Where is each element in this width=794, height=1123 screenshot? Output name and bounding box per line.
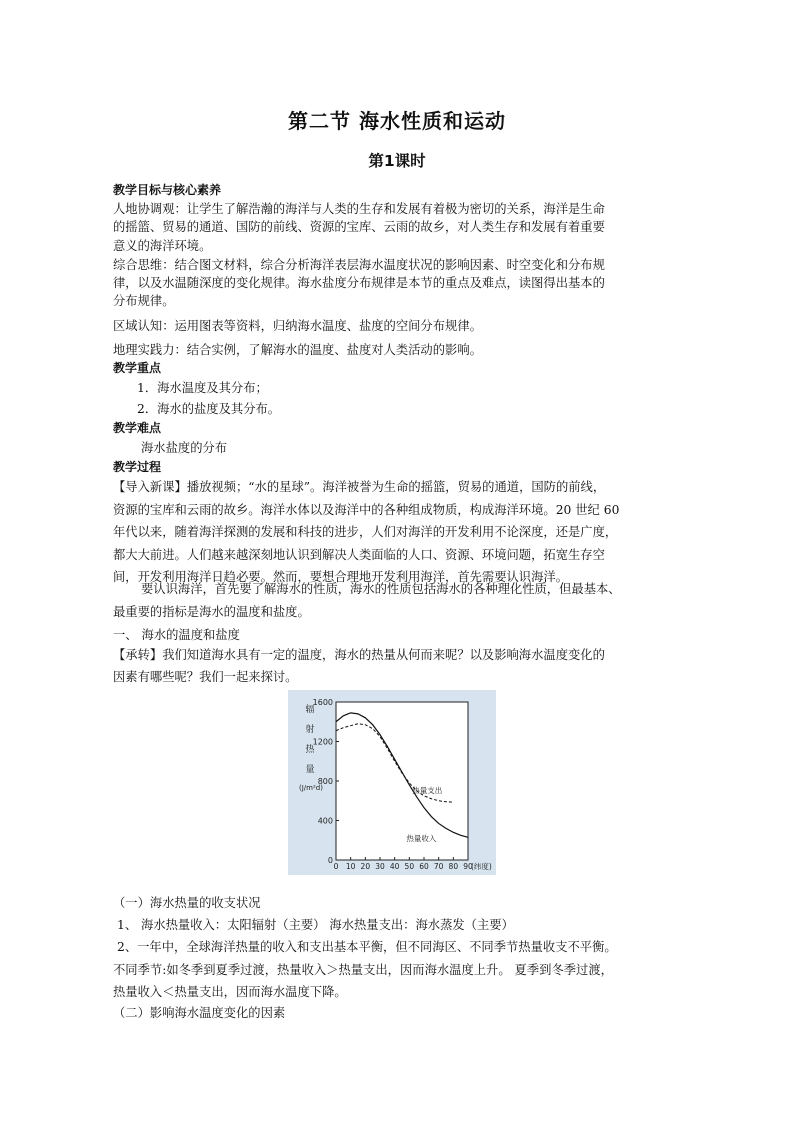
goals-line: 人地协调观：让学生了解浩瀚的海洋与人类的生存和发展有着极为密切的关系，海洋是生命	[113, 202, 605, 216]
y-tick-label: 0	[327, 856, 333, 865]
goals-line: 综合思维：结合图文材料，综合分析海洋表层海水温度状况的影响因素、时空变化和分布规	[113, 258, 605, 272]
key-point-item: 2．海水的盐度及其分布。	[137, 402, 281, 416]
y-axis-unit: (J/m²d)	[299, 784, 323, 792]
intro-line: 间，开发利用海洋日趋必要。然而，要想合理地开发利用海洋，首先需要认识海洋。	[113, 570, 568, 584]
y-axis-label-char: 射	[305, 725, 315, 735]
key-points-heading: 教学重点	[113, 361, 162, 375]
x-tick-label: 60	[419, 862, 429, 871]
process-heading: 教学过程	[113, 460, 162, 474]
subsection-heading: （二）影响海水温度变化的因素	[113, 1006, 286, 1020]
goals-line: 区域认知：运用图表等资料，归纳海水温度、盐度的空间分布规律。	[113, 319, 482, 333]
heat-budget-item: 1、 海水热量收入：太阳辐射（主要） 海水热量支出：海水蒸发（主要）	[117, 918, 514, 932]
x-tick-label: 30	[375, 862, 385, 871]
intro-line: 要认识海洋，首先要了解海水的性质，海水的性质包括海水的各种理化性质，但最基本、	[141, 582, 621, 596]
subsection-heading: （一）海水热量的收支状况	[113, 896, 261, 910]
goals-line: 的摇篮、贸易的通道、国防的前线、资源的宝库、云雨的故乡，对人类生存和发展有着重要	[113, 220, 605, 234]
y-tick-label: 1200	[312, 737, 333, 747]
series-label-heat-income: 热量收入	[406, 834, 437, 844]
x-tick-label: 80	[448, 862, 459, 871]
x-tick-label: 10	[345, 862, 356, 871]
goals-line: 地理实践力：结合实例，了解海水的温度、盐度对人类活动的影响。	[113, 343, 482, 357]
goals-heading: 教学目标与核心素养	[113, 183, 222, 197]
intro-line: 都大大前进。人们越来越深刻地认识到解决人类面临的人口、资源、环境问题，拓宽生存空	[113, 548, 605, 562]
transition-line: 因素有哪些呢？我们一起来探讨。	[113, 670, 298, 684]
y-axis-label-char: 热	[305, 745, 315, 755]
y-axis-label-char: 辐	[305, 705, 315, 715]
transition-line: 【承转】我们知道海水具有一定的温度，海水的热量从何而来呢？以及影响海水温度变化的	[113, 648, 605, 662]
heat-budget-item: 不同季节:如冬季到夏季过渡，热量收入＞热量支出，因而海水温度上升。 夏季到冬季过渡，	[113, 963, 613, 977]
x-tick-label: 70	[433, 862, 444, 871]
intro-line: 【导入新课】播放视频；“水的星球”。海洋被誉为生命的摇篮，贸易的通道，国防的前线，	[113, 480, 606, 494]
x-tick-label: 20	[360, 862, 371, 871]
x-tick-label: 40	[389, 862, 400, 871]
heat-budget-chart	[288, 690, 496, 875]
section-heading: 一、 海水的温度和盐度	[113, 628, 240, 642]
series-label-heat-expenditure: 热量支出	[412, 785, 443, 795]
intro-line: 年代以来，随着海洋探测的发展和科技的进步，人们对海洋的开发利用不论深度，还是广度，	[113, 525, 618, 539]
intro-line: 最重要的指标是海水的温度和盐度。	[113, 605, 310, 619]
y-tick-label: 400	[317, 816, 333, 826]
key-point-item: 1．海水温度及其分布；	[137, 381, 268, 395]
goals-line: 分布规律。	[113, 294, 175, 308]
x-tick-label: 0	[333, 862, 339, 871]
y-tick-label: 800	[317, 777, 333, 786]
heat-budget-item: 2、一年中，全球海洋热量的收入和支出基本平衡，但不同海区、不同季节热量收支不平衡。	[117, 940, 617, 954]
plot-area	[336, 702, 468, 860]
heat-budget-item: 热量收入＜热量支出，因而海水温度下降。	[113, 985, 347, 999]
goals-line: 律，以及水温随深度的变化规律。海水盐度分布规律是本节的重点及难点，读图得出基本的	[113, 276, 605, 290]
x-tick-label: 90	[463, 862, 473, 871]
x-axis-label: (纬度)	[471, 862, 492, 871]
y-axis-label-char: 量	[305, 765, 315, 775]
intro-line: 资源的宝库和云雨的故乡。海洋水体以及海洋中的各种组成物质，构成海洋环境。20 世纪 60	[113, 503, 620, 517]
y-tick-label: 1600	[312, 698, 333, 707]
goals-line: 意义的海洋环境。	[113, 239, 212, 253]
difficulty-text: 海水盐度的分布	[141, 441, 228, 455]
page-title: 第二节 海水性质和运动	[288, 109, 506, 133]
x-tick-label: 50	[404, 862, 415, 871]
lesson-subtitle: 第1课时	[368, 152, 426, 170]
difficulty-heading: 教学难点	[113, 421, 162, 435]
